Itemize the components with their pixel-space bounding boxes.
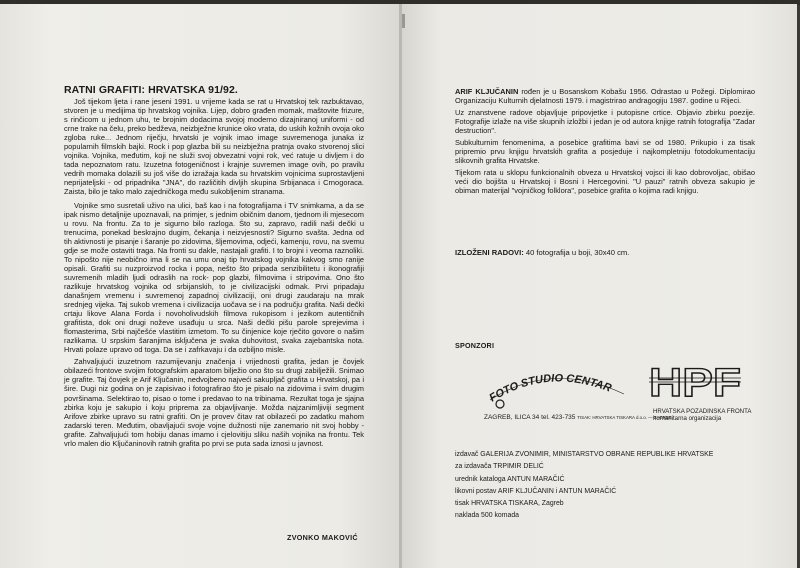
- credit-line: urednik kataloga ANTUN MARAČIĆ: [455, 475, 565, 483]
- bio-paragraph: Uz znanstvene radove objavljuje pripovjetke i putopisne crtice. Objavio zbirku poezije. Fotografije izlaže na više skupnih izložbi i jedan je od autora knjige ratnih fotografija "Zadar destruction".: [455, 108, 755, 136]
- essay-article: [64, 84, 364, 452]
- bio-paragraph: Tijekom rata u sklopu funkcionalnih obveza u Hrvatskoj vojsci ili kao dobrovoljac, obišao veći dio bojišta u Hrvatskoj i Bosni i Hercegovini. "U pauzi" ratnih obveza sakupio je obiman materijal "vojničkog folklora", posebice grafita o kojima radi knjigu.: [455, 168, 755, 196]
- sponsors-label: SPONZORI: [455, 341, 495, 350]
- page-gutter: [399, 4, 402, 568]
- bio-paragraph: ARIF KLJUČANIN rođen je u Bosanskom Kobašu 1956. Odrastao u Požegi. Diplomirao Organizaciju Kulturnih djelatnosti 1979. i magistrirao andragogiju 1987. godine u Rijeci.: [455, 87, 755, 106]
- essay-paragraph: Vojnike smo susretali uživo na ulici, baš kao i na fotografijama i TV snimkama, a da se ipak nismo detaljnije upoznavali, na primjer, s jednim običnim danom, tjednom ili mjesecom u rovu. Na frontu. Za to je sigurno bilo razloga. Što su, zapravo, radili naši dečki u trenucima, ponekad beskrajno dugim, čekanja i neizvjesnosti? Sigurno svašta. Jedna od tih aktivnosti je pisanje i šaranje po zidovima, šljemovima, odjeći, kamenju, rovu, na svemu gdje se može ostaviti traga. Na fronti su dakle, nastajali grafiti. I to brojni i veoma raznoliki. To nipošto nije neobično ima li se na umu onaj tip hrvatskog vojnika kakvog smo ranije opisali. Grafiti su nuzproizvod rocka i popa, nešto što pripada senzibilitetu i ikonografiji suvremenih mladih ljudi odraslih na rock- pop glazbi, filmovima i stripovima. Ono što razlikuje hrvatskog vojnika od srbijanskih, to je civilizacijski odmak. Prvi pripadaju današnjem vremenu i suvremenoj zapadnoj civilizaciji, oni drugi zaudaraju na mrak srednjeg vijeka. Taj sukob vremena i civilizacija uočava se i na području grafita. Naši dečki crtaju likove Alana Forda i novoholivudskih filmova rukopisom i jezikom autentičnih grafitista, dok oni drugi noževe usađuju u srca. Naši dečki pišu parole sprejevima i flomasterima, Srbi najčešće vlastitim izmetom. To su činjenice koje rječito govore o našim razlikama. U srpskim šaranjima isključena je svaka duhovitost, svaka zajebantska nota. Hrvati polaze upravo od toga. Da se i zafrkavaju i da ozbiljno misle.: [64, 200, 364, 355]
- camera-lens-icon: [496, 400, 504, 408]
- hpf-subtitle: humanitarna organizacija: [653, 415, 722, 422]
- hpf-name: HRVATSKA POZADINSKA FRONTA: [653, 408, 752, 415]
- staple-mark: [402, 14, 405, 28]
- foto-studio-address: ZAGREB, ILICA 34 tel. 423-735 TISAK: HRVATSKA TISKARA d.o.o. — ZAGREB: [484, 414, 672, 421]
- artist-bio: [455, 87, 755, 199]
- credit-line: za izdavača TRPIMIR DELIĆ: [455, 463, 544, 471]
- publication-credits: [455, 449, 713, 523]
- essay-title: RATNI GRAFITI: HRVATSKA 91/92.: [64, 84, 238, 96]
- credit-line: tisak HRVATSKA TISKARA, Zagreb: [455, 500, 564, 508]
- printer-note: TISAK: HRVATSKA TISKARA d.o.o. — ZAGREB: [577, 415, 672, 420]
- credit-line: likovni postav ARIF KLJUČANIN i ANTUN MARAČIĆ: [455, 487, 617, 495]
- works-text: 40 fotografija u boji, 30x40 cm.: [523, 248, 630, 257]
- bio-paragraph: Subkulturnim fenomenima, a posebice grafitima bavi se od 1980. Prikupio i za tisak pripremio prvu knjigu hrvatskih grafita a posjeduje i najkompletniju fotodokumentaciju slikovnih grafita Hrvatske.: [455, 138, 755, 166]
- works-label: IZLOŽENI RADOVI:: [455, 248, 524, 257]
- artist-name: ARIF KLJUČANIN: [455, 87, 519, 96]
- credit-line: naklada 500 komada: [455, 512, 519, 520]
- hpf-logo-text: HPF: [649, 361, 741, 405]
- credit-line: izdavač GALERIJA ZVONIMIR, MINISTARSTVO OBRANE REPUBLIKE HRVATSKE: [455, 451, 714, 458]
- essay-author: ZVONKO MAKOVIĆ: [287, 533, 358, 542]
- hpf-logo: [647, 356, 743, 406]
- foto-studio-logo-text: FOTO STUDIO CENTAR: [487, 372, 613, 405]
- exhibited-works: [455, 248, 629, 257]
- foto-studio-logo: [482, 360, 632, 420]
- essay-paragraph: Zahvaljujući izuzetnom razumijevanju značenja i vrijednosti grafita, jedan je čovjek obilazeći frontove svojim fotografskim aparatom bilježio ono što su drugi zabilježili. Snimao je grafite. Taj čovjek je Arif Ključanin, nedvojbeno najveći sakupljač grafita u Hrvatskoj, pa i šire. Dugi niz godina on je zapisivao i fotografirao što je pisalo na zidovima i svim drugim površinama. Selektirao to, pisao o tome i predavao to na tribinama. Rezultat toga je sjajna zbirka koju je sakupio i koju priprema za objavljivanje. Možda najzanimljiviji segment Arifove zbirke upravo su ratni grafiti. On je provev čitav rat obilazeći po zadatku mahom zadarski teren. Međutim, obavljajući svoje vojne dužnosti nije zanemario nit svoj hobby - grafite. Zahvaljujući tom hobiju danas imamo i cjelovitiju sliku naših vojnika na frontu. Tek vrlo malen dio Ključaninovih ratnih grafita po prvi se puta sada iznosi u javnost.: [64, 357, 364, 448]
- essay-paragraph: Još tijekom ljeta i rane jeseni 1991. u vrijeme kada se rat u Hrvatskoj tek razbuktavao, stvoren je u medijima tip hrvatskog vojnika. Lijep, dobro građen momak, maštovite frizure, s rinčicom u jednom uhu, te brojnim dodacima svojoj moderno dizajniranoj uniformi - od crne trake na čelu, preko bedževa, neizbježne krunice oko vrata, do uskih kožnih ovoja oko zgloba ruke... Jednom riječju, hrvatski je vojnik imao image suvremenoga junaka iz popularnih filmskih bajki. Rock i pop glazba bili su neizbježna pratnja ovako stvorenoj slici vojnika. Vojnika, međutim, koji ne služi svoj obvezatni vojni rok, već ratuje u divljem i do tada nepoznatom ratu. Izuzetna fotogeničnost i krajnje suvremen image ovih, po pravilu vedrih momaka dolazili su još više do izražaja kada su hrvatskim vojnicima suprostavljeni neprijateljski - od pripadnika "JNA", do različitih divljih skupina Srbijanaca i Crnogoraca. Zaista, bilo je tako malo zajedničkoga među sukobljenim stranama.: [64, 97, 364, 197]
- hpf-caption: [653, 408, 751, 422]
